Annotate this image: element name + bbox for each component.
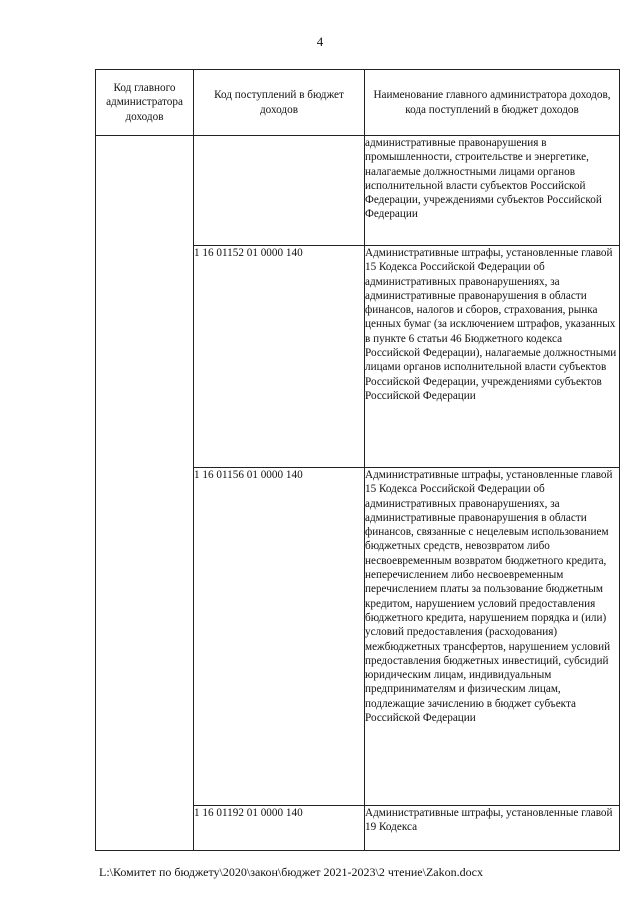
table-header-row <box>96 70 620 136</box>
header-revenue-code: Код поступлений в бюджет доходов <box>194 70 365 136</box>
revenue-name-cell: Административные штрафы, установленные главой 15 Кодекса Российской Федерации об административных правонарушениях, за административные правонарушения в области финансов, налогов и сборов, страхования, рынка ценных бумаг (за исключением штрафов, указанных в пункте 6 статьи 46 Бюджетного кодекса Российской Федерации), налагаемые должностными лицами органов исполнительной власти субъектов Российской Федерации, учреждениями субъектов Российской Федерации <box>365 246 620 468</box>
revenue-name-cell: административные правонарушения в промышленности, строительстве и энергетике, налагаемые должностными лицами органов исполнительной власти субъектов Российской Федерации, учреждениями субъектов Российской Федерации <box>365 136 620 246</box>
table-row <box>96 136 620 246</box>
revenue-name-cell: Административные штрафы, установленные главой 15 Кодекса Российской Федерации об административных правонарушениях, за административные правонарушения в области финансов, связанные с нецелевым использованием бюджетных средств, невозвратом либо несвоевременным возвратом бюджетного кредита, неперечислением либо несвоевременным перечислением платы за пользование бюджетным кредитом, нарушением условий предоставления бюджетного кредита, нарушением порядка и (или) условий предоставления (расходования) межбюджетных трансфертов, нарушением условий предоставления бюджетных инвестиций, субсидий юридическим лицам, индивидуальным предпринимателям и физическим лицам, подлежащие зачислению в бюджет субъекта Российской Федерации <box>365 468 620 806</box>
revenue-name-cell: Административные штрафы, установленные главой 19 Кодекса <box>365 806 620 851</box>
page-number: 4 <box>316 34 324 49</box>
header-admin-code: Код главного администратора доходов <box>96 70 194 136</box>
document-file-path: L:\Комитет по бюджету\2020\закон\бюджет 2021-2023\2 чтение\Zakon.docx <box>99 865 483 879</box>
header-name: Наименование главного администратора доходов, кода поступлений в бюджет доходов <box>365 70 620 136</box>
revenue-code-cell <box>194 136 365 246</box>
revenue-code-cell: 1 16 01152 01 0000 140 <box>194 246 365 468</box>
revenue-codes-table <box>95 69 620 851</box>
revenue-code-cell: 1 16 01156 01 0000 140 <box>194 468 365 806</box>
admin-code-cell <box>96 136 194 851</box>
revenue-code-cell: 1 16 01192 01 0000 140 <box>194 806 365 851</box>
